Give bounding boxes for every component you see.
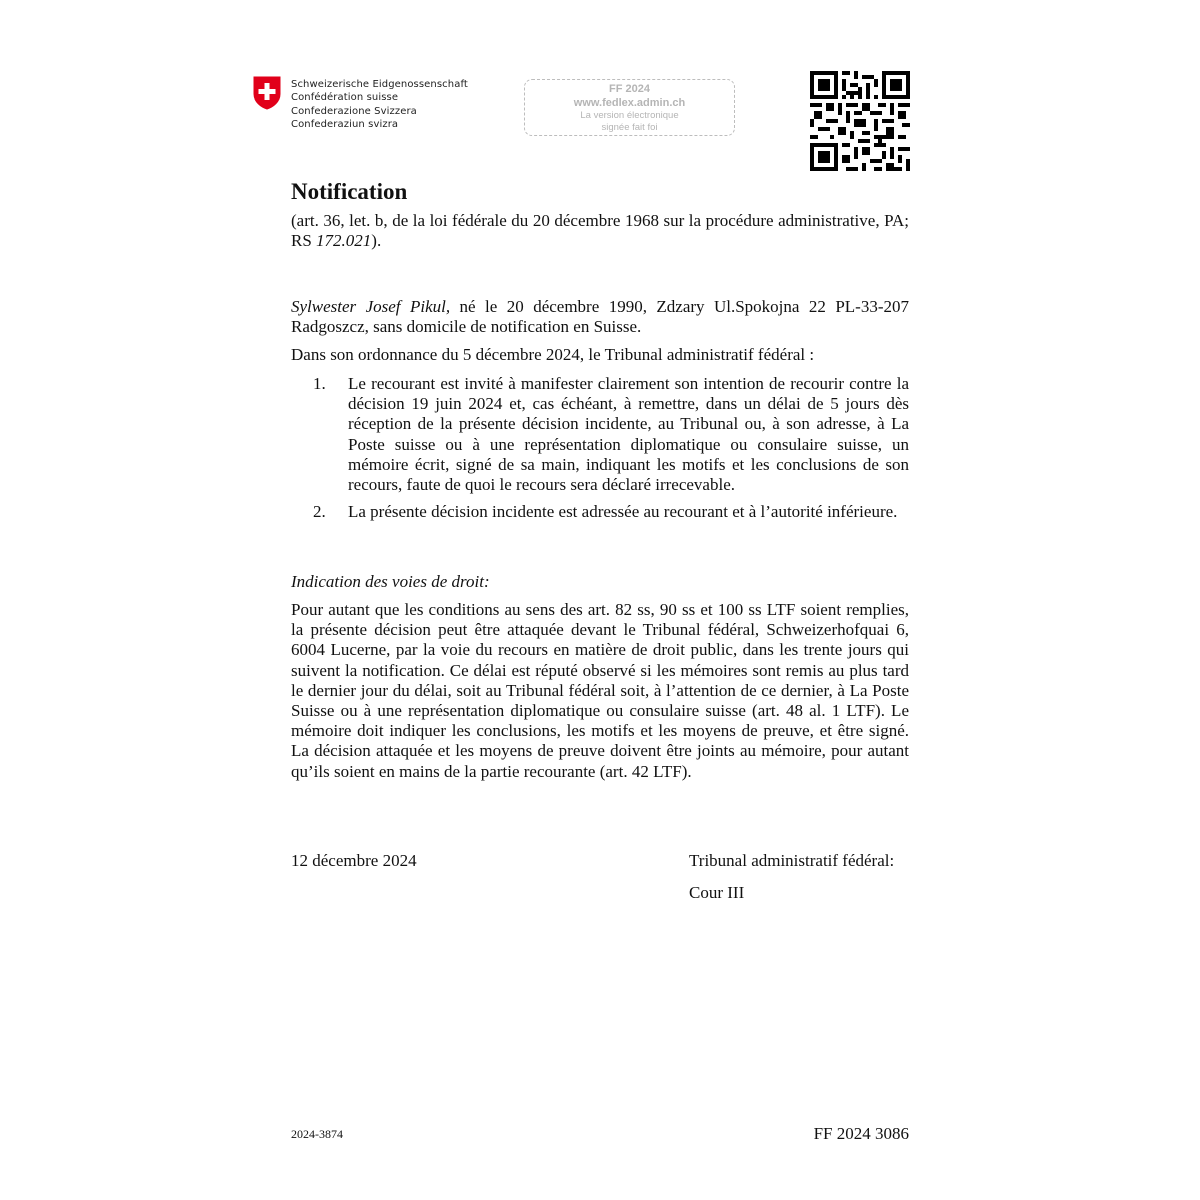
swiss-cross-icon [253, 76, 281, 110]
legal-basis-closing: ). [371, 231, 382, 251]
party-name: Sylwester Josef Pikul, [291, 297, 451, 316]
list-item-number: 2. [313, 502, 326, 522]
page-title: Notification [291, 179, 408, 204]
remedies-heading: Indication des voies de droit: [291, 572, 490, 591]
stamp-line-4: signée fait foi [601, 122, 658, 133]
party-paragraph [291, 297, 909, 337]
electronic-signature-stamp [524, 79, 735, 136]
legal-basis-reference: 172.021 [316, 231, 372, 251]
list-item [291, 374, 909, 495]
issuing-authority: Tribunal administratif fédéral: [689, 851, 895, 870]
stamp-line-1: FF 2024 [609, 83, 650, 95]
stamp-line-3: La version électronique [580, 110, 679, 121]
qr-code-icon [810, 71, 910, 171]
document-number: 2024-3874 [291, 1127, 343, 1141]
ordinance-list [291, 374, 909, 522]
remedies-paragraph: Pour autant que les conditions au sens des art. 82 ss, 90 ss et 100 ss LTF soient remplies, la présente décision peut être attaquée devant le Tribunal fédéral, Schweizerhofquai 6, 6004 Lucerne, par la voie du recours en matière de droit public, dans les trente jours qui suivent la notification. Ce délai est réputé observé si les mémoires sont remis au plus tard le dernier jour du délai, soit au Tribunal fédéral soit, à l’attention de ce dernier, à La Poste Suisse ou à une représentation diplomatique ou consulaire suisse (art. 48 al. 1 LTF). Le mémoire doit indiquer les conclusions, les motifs et les moyens de preuve, et être signé. La décision attaquée et les moyens de preuve doivent être joints au mémoire, pour autant qu’ils soient en mains de la partie recourante (art. 42 LTF). [291, 600, 909, 781]
publication-reference: FF 2024 3086 [813, 1124, 909, 1143]
list-item [291, 502, 909, 522]
list-item-text: Le recourant est invité à manifester clairement son intention de recourir contre la décision 19 juin 2024 et, cas échéant, à remettre, dans un délai de 5 jours dès réception de la présente décision incidente, au Tribunal ou, à son adresse, à La Poste suisse ou à une représentation diplomatique ou consulaire suisse, un mémoire écrit, signé de sa main, indiquant les motifs et les conclusions de son recours, faute de quoi le recours sera déclaré irrecevable. [348, 374, 909, 495]
document-date: 12 décembre 2024 [291, 851, 417, 870]
confederation-line-rm: Confederaziun svizra [291, 119, 399, 131]
confederation-names [291, 78, 468, 132]
intro-paragraph: Dans son ordonnance du 5 décembre 2024, le Tribunal administratif fédéral : [291, 345, 815, 364]
stamp-line-2: www.fedlex.admin.ch [573, 97, 686, 109]
list-item-text: La présente décision incidente est adressée au recourant et à l’autorité inférieure. [348, 502, 898, 522]
legal-basis-text: (art. 36, let. b, de la loi fédérale du 20 décembre 1968 sur la procédure administrative, PA; RS [291, 211, 909, 251]
party-details: né le 20 décembre 1990, Zdzary Ul.Spokojna 22 PL-33-207 Radgoszcz, sans domicile de notification en Suisse. [291, 297, 909, 337]
list-item-number: 1. [313, 374, 326, 393]
court-division: Cour III [689, 883, 745, 902]
confederation-line-de: Schweizerische Eidgenossenschaft [291, 79, 468, 90]
confederation-line-fr: Confédération suisse [291, 92, 399, 104]
confederation-line-it: Confederazione Svizzera [291, 105, 417, 117]
legal-basis [291, 211, 909, 251]
